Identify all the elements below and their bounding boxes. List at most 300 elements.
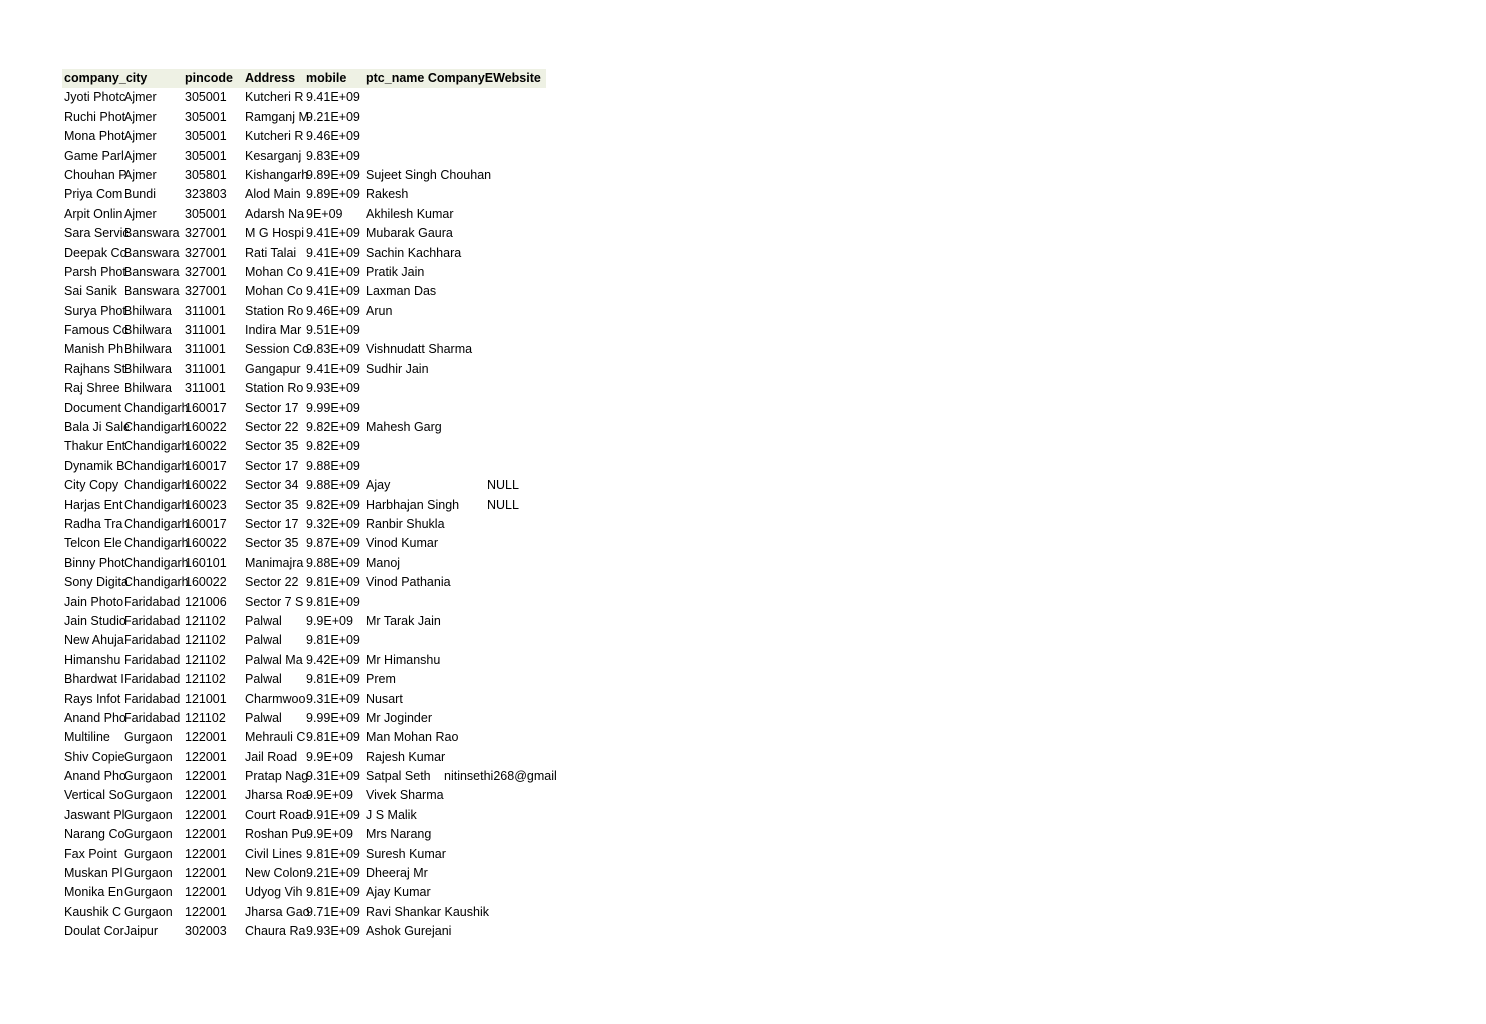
cell-pincode[interactable]: 305001 <box>185 148 227 163</box>
cell-pincode[interactable]: 122001 <box>185 866 227 881</box>
cell-address[interactable]: Roshan Pu <box>245 827 307 842</box>
cell-ptc-name[interactable]: Mr Tarak Jain <box>366 613 441 628</box>
cell-pincode[interactable]: 311001 <box>185 342 226 357</box>
table-row <box>62 88 546 107</box>
cell-city[interactable]: Faridabad <box>124 691 181 706</box>
cell-pincode[interactable]: 121102 <box>185 633 226 648</box>
cell-company[interactable]: Jain Studio <box>64 613 126 628</box>
cell-address[interactable]: Jail Road <box>245 749 298 764</box>
cell-pincode[interactable]: 122001 <box>185 827 227 842</box>
table-row <box>62 690 546 709</box>
cell-city[interactable]: Ajmer <box>124 206 157 221</box>
cell-address[interactable]: Kishangarh <box>245 167 309 182</box>
cell-mobile[interactable]: 9.21E+09 <box>306 866 360 881</box>
cell-address[interactable]: Mohan Co <box>245 264 303 279</box>
cell-ptc-name[interactable]: Mrs Narang <box>366 827 432 842</box>
cell-address[interactable]: Palwal Ma <box>245 652 303 667</box>
cell-city[interactable]: Faridabad <box>124 633 181 648</box>
cell-mobile[interactable]: 9.81E+09 <box>306 575 360 590</box>
cell-pincode[interactable]: 327001 <box>185 264 227 279</box>
cell-mobile[interactable]: 9.99E+09 <box>306 400 360 415</box>
cell-ptc-name[interactable]: Man Mohan Rao <box>366 730 459 745</box>
cell-address[interactable]: Charmwoo <box>245 691 306 706</box>
cell-company[interactable]: Bala Ji Sale <box>64 420 131 435</box>
table-row <box>62 612 546 631</box>
cell-pincode[interactable]: 160022 <box>185 478 227 493</box>
cell-address[interactable]: Sector 35 <box>245 536 299 551</box>
cell-address[interactable]: Indira Mar <box>245 323 302 338</box>
cell-company[interactable]: Radha Tra <box>64 516 123 531</box>
cell-ptc-name[interactable]: Rakesh <box>366 187 409 202</box>
cell-mobile[interactable]: 9.41E+09 <box>306 90 360 105</box>
cell-pincode[interactable]: 160022 <box>185 439 227 454</box>
cell-mobile[interactable]: 9.99E+09 <box>306 710 360 725</box>
cell-mobile[interactable]: 9.41E+09 <box>306 226 360 241</box>
cell-company[interactable]: Anand Pho <box>64 769 126 784</box>
cell-pincode[interactable]: 311001 <box>185 361 226 376</box>
cell-city[interactable]: Chandigarh <box>124 478 189 493</box>
cell-city[interactable]: Chandigarh <box>124 420 189 435</box>
cell-city[interactable]: Bundi <box>124 187 156 202</box>
cell-company[interactable]: Harjas Ent <box>64 497 123 512</box>
header-ptc-company-website[interactable]: ptc_name CompanyEWebsite <box>366 71 541 85</box>
cell-address[interactable]: Sector 17 <box>245 458 299 473</box>
table-row <box>62 670 546 689</box>
cell-mobile[interactable]: 9.9E+09 <box>306 827 353 842</box>
cell-address[interactable]: Session Co <box>245 342 309 357</box>
cell-address[interactable]: Station Ro <box>245 303 304 318</box>
cell-mobile[interactable]: 9.81E+09 <box>306 594 360 609</box>
cell-mobile[interactable]: 9.93E+09 <box>306 381 360 396</box>
cell-ptc-name[interactable]: Ranbir Shukla <box>366 516 445 531</box>
cell-ptc-name[interactable]: Ashok Gurejani <box>366 924 452 939</box>
cell-address[interactable]: Jharsa Gao <box>245 904 310 919</box>
cell-pincode[interactable]: 121102 <box>185 652 226 667</box>
cell-company[interactable]: Sony Digita <box>64 575 128 590</box>
table-row <box>62 845 546 864</box>
cell-city[interactable]: Chandigarh <box>124 536 189 551</box>
cell-city[interactable]: Banswara <box>124 245 180 260</box>
table-row <box>62 651 546 670</box>
cell-city[interactable]: Ajmer <box>124 90 157 105</box>
cell-company[interactable]: Famous Cc <box>64 323 128 338</box>
cell-city[interactable]: Banswara <box>124 264 180 279</box>
cell-mobile[interactable]: 9.41E+09 <box>306 361 360 376</box>
cell-ptc-name[interactable]: Vishnudatt Sharma <box>366 342 473 357</box>
cell-mobile[interactable]: 9.88E+09 <box>306 555 360 570</box>
cell-city[interactable]: Bhilwara <box>124 342 172 357</box>
cell-ptc-name[interactable]: Ajay <box>366 478 391 493</box>
spreadsheet <box>62 69 557 942</box>
cell-address[interactable]: Udyog Vih <box>245 885 303 900</box>
cell-pincode[interactable]: 160022 <box>185 575 227 590</box>
cell-pincode[interactable]: 160023 <box>185 497 227 512</box>
cell-city[interactable]: Faridabad <box>124 613 181 628</box>
cell-ptc-name[interactable]: Laxman Das <box>366 284 437 299</box>
cell-company[interactable]: Multiline <box>64 730 110 745</box>
cell-mobile[interactable]: 9.32E+09 <box>306 516 360 531</box>
cell-address[interactable]: Alod Main <box>245 187 301 202</box>
cell-pincode[interactable]: 160101 <box>185 555 227 570</box>
cell-city[interactable]: Chandigarh <box>124 575 189 590</box>
table-row <box>62 437 546 456</box>
cell-address[interactable]: Manimajra <box>245 555 304 570</box>
table-row <box>62 147 546 166</box>
cell-address[interactable]: Kutcheri R <box>245 129 304 144</box>
cell-company[interactable]: Rajhans St <box>64 361 126 376</box>
cell-ptc-name[interactable]: Vivek Sharma <box>366 788 444 803</box>
cell-city[interactable]: Gurgaon <box>124 769 173 784</box>
cell-address[interactable]: Kesarganj <box>245 148 302 163</box>
cell-city[interactable]: Gurgaon <box>124 749 173 764</box>
cell-address[interactable]: Jharsa Roa <box>245 788 309 803</box>
cell-city[interactable]: Gurgaon <box>124 807 173 822</box>
cell-pincode[interactable]: 160017 <box>185 516 227 531</box>
cell-company[interactable]: Surya Phot <box>64 303 126 318</box>
cell-pincode[interactable]: 122001 <box>185 846 227 861</box>
cell-mobile[interactable]: 9.21E+09 <box>306 109 360 124</box>
cell-company[interactable]: Bhardwat I <box>64 672 124 687</box>
cell-city[interactable]: Banswara <box>124 226 180 241</box>
table-row <box>62 922 546 941</box>
table-row <box>62 748 546 767</box>
table-row <box>62 728 546 747</box>
cell-ptc-name[interactable]: Ajay Kumar <box>366 885 431 900</box>
cell-mobile[interactable]: 9.81E+09 <box>306 633 360 648</box>
cell-company[interactable]: Sara Servic <box>64 226 129 241</box>
cell-ptc-name[interactable]: Mr Himanshu <box>366 652 441 667</box>
table-row <box>62 224 546 243</box>
cell-city[interactable]: Chandigarh <box>124 400 189 415</box>
cell-mobile[interactable]: 9.71E+09 <box>306 904 360 919</box>
cell-address[interactable]: Sector 17 <box>245 516 299 531</box>
cell-pincode[interactable]: 122001 <box>185 769 227 784</box>
cell-website[interactable]: nitinsethi268@gmail <box>444 769 557 784</box>
cell-mobile[interactable]: 9.87E+09 <box>306 536 360 551</box>
cell-city[interactable]: Chandigarh <box>124 516 189 531</box>
cell-mobile[interactable]: 9.82E+09 <box>306 420 360 435</box>
cell-city[interactable]: Ajmer <box>124 167 157 182</box>
table-body <box>62 88 557 941</box>
cell-pincode[interactable]: 305801 <box>185 167 227 182</box>
cell-city[interactable]: Faridabad <box>124 652 181 667</box>
cell-mobile[interactable]: 9.9E+09 <box>306 788 353 803</box>
cell-company[interactable]: Telcon Ele <box>64 536 122 551</box>
cell-ptc-name[interactable]: Manoj <box>366 555 401 570</box>
cell-city[interactable]: Chandigarh <box>124 458 189 473</box>
cell-pincode[interactable]: 121001 <box>185 691 227 706</box>
cell-address[interactable]: Palwal <box>245 613 282 628</box>
cell-mobile[interactable]: 9.88E+09 <box>306 458 360 473</box>
cell-company[interactable]: Chouhan P <box>64 167 127 182</box>
cell-company[interactable]: Jyoti Photc <box>64 90 126 105</box>
cell-mobile[interactable]: 9.81E+09 <box>306 730 360 745</box>
cell-address[interactable]: Mehrauli C <box>245 730 306 745</box>
cell-pincode[interactable]: 121006 <box>185 594 227 609</box>
cell-address[interactable]: Palwal <box>245 672 282 687</box>
cell-city[interactable]: Gurgaon <box>124 788 173 803</box>
cell-mobile[interactable]: 9.46E+09 <box>306 303 360 318</box>
table-row <box>62 806 546 825</box>
table-row <box>62 457 546 476</box>
cell-address[interactable]: Mohan Co <box>245 284 303 299</box>
cell-address[interactable]: M G Hospi <box>245 226 305 241</box>
cell-ptc-name[interactable]: Pratik Jain <box>366 264 425 279</box>
cell-company[interactable]: Monika En <box>64 885 124 900</box>
cell-pincode[interactable]: 305001 <box>185 206 227 221</box>
cell-company[interactable]: Ruchi Phot <box>64 109 126 124</box>
cell-company[interactable]: Priya Com <box>64 187 123 202</box>
table-row <box>62 263 546 282</box>
cell-company[interactable]: Game Parl <box>64 148 124 163</box>
table-row <box>62 185 546 204</box>
cell-address[interactable]: Sector 22 <box>245 575 299 590</box>
cell-mobile[interactable]: 9.88E+09 <box>306 478 360 493</box>
cell-city[interactable]: Bhilwara <box>124 381 172 396</box>
header-address[interactable]: Address <box>245 71 296 85</box>
cell-pincode[interactable]: 160017 <box>185 458 227 473</box>
cell-mobile[interactable]: 9.9E+09 <box>306 613 353 628</box>
cell-city[interactable]: Gurgaon <box>124 846 173 861</box>
cell-company[interactable]: Mona Phot <box>64 129 125 144</box>
cell-city[interactable]: Gurgaon <box>124 904 173 919</box>
header-mobile[interactable]: mobile <box>306 71 347 85</box>
table-row <box>62 205 546 224</box>
cell-pincode[interactable]: 311001 <box>185 381 226 396</box>
cell-ptc-name[interactable]: Prem <box>366 672 396 687</box>
cell-company[interactable]: City Copy <box>64 478 119 493</box>
cell-address[interactable]: Sector 22 <box>245 420 299 435</box>
cell-ptc-name[interactable]: Akhilesh Kumar <box>366 206 454 221</box>
cell-mobile[interactable]: 9.41E+09 <box>306 284 360 299</box>
cell-mobile[interactable]: 9.9E+09 <box>306 749 353 764</box>
cell-city[interactable]: Bhilwara <box>124 323 172 338</box>
table-row <box>62 631 546 650</box>
cell-mobile[interactable]: 9.91E+09 <box>306 807 360 822</box>
cell-company[interactable]: New Ahuja <box>64 633 124 648</box>
cell-city[interactable]: Bhilwara <box>124 303 172 318</box>
cell-address[interactable]: Palwal <box>245 633 282 648</box>
cell-ptc-name[interactable]: Harbhajan Singh <box>366 497 460 512</box>
cell-mobile[interactable]: 9.42E+09 <box>306 652 360 667</box>
cell-ptc-name[interactable]: Satpal Seth <box>366 769 431 784</box>
cell-pincode[interactable]: 311001 <box>185 323 226 338</box>
cell-city[interactable]: Banswara <box>124 284 180 299</box>
cell-mobile[interactable]: 9.46E+09 <box>306 129 360 144</box>
cell-company[interactable]: Narang Co <box>64 827 125 842</box>
table-row <box>62 593 546 612</box>
cell-ptc-name[interactable]: Mubarak Gaura <box>366 226 453 241</box>
cell-address[interactable]: Palwal <box>245 710 282 725</box>
cell-address[interactable]: Sector 7 S <box>245 594 304 609</box>
cell-company[interactable]: Jaswant Pl <box>64 807 125 822</box>
cell-ptc-name[interactable]: Arun <box>366 303 393 318</box>
cell-pincode[interactable]: 122001 <box>185 788 227 803</box>
cell-city[interactable]: Ajmer <box>124 109 157 124</box>
cell-company[interactable]: Binny Phot <box>64 555 125 570</box>
cell-pincode[interactable]: 121102 <box>185 710 226 725</box>
cell-company[interactable]: Document <box>64 400 121 415</box>
cell-company[interactable]: Raj Shree <box>64 381 120 396</box>
table-row <box>62 883 546 902</box>
cell-pincode[interactable]: 122001 <box>185 807 227 822</box>
table-row <box>62 166 546 185</box>
cell-address[interactable]: Gangapur <box>245 361 301 376</box>
cell-ptc-name[interactable]: Vinod Pathania <box>366 575 451 590</box>
cell-mobile[interactable]: 9.82E+09 <box>306 439 360 454</box>
table-row <box>62 515 546 534</box>
cell-company[interactable]: Rays Infot <box>64 691 121 706</box>
cell-ptc-name[interactable]: Dheeraj Mr <box>366 866 428 881</box>
cell-company[interactable]: Doulat Cor <box>64 924 124 939</box>
cell-company[interactable]: Anand Pho <box>64 710 126 725</box>
cell-mobile[interactable]: 9.51E+09 <box>306 323 360 338</box>
table-row <box>62 340 546 359</box>
cell-address[interactable]: Chaura Ra <box>245 924 306 939</box>
cell-city[interactable]: Jaipur <box>124 924 159 939</box>
table-row <box>62 282 546 301</box>
table-row <box>62 864 546 883</box>
cell-address[interactable]: Adarsh Na <box>245 206 305 221</box>
cell-city[interactable]: Gurgaon <box>124 827 173 842</box>
table-row <box>62 786 546 805</box>
cell-address[interactable]: New Colon <box>245 866 307 881</box>
cell-address[interactable]: Station Ro <box>245 381 304 396</box>
cell-company[interactable]: Vertical So <box>64 788 124 803</box>
cell-address[interactable]: Sector 35 <box>245 439 299 454</box>
cell-city[interactable]: Ajmer <box>124 148 157 163</box>
cell-ptc-name[interactable]: Sujeet Singh Chouhan <box>366 167 492 182</box>
cell-pincode[interactable]: 305001 <box>185 90 227 105</box>
header-pincode[interactable]: pincode <box>185 71 233 85</box>
cell-address[interactable]: Civil Lines <box>245 846 302 861</box>
table-row <box>62 399 546 418</box>
cell-pincode[interactable]: 122001 <box>185 904 227 919</box>
cell-city[interactable]: Faridabad <box>124 594 181 609</box>
cell-city[interactable]: Gurgaon <box>124 730 173 745</box>
cell-pincode[interactable]: 122001 <box>185 730 227 745</box>
cell-address[interactable]: Pratap Nag <box>245 769 309 784</box>
table-row <box>62 476 546 495</box>
cell-ptc-name[interactable]: Sachin Kachhara <box>366 245 462 260</box>
cell-city[interactable]: Chandigarh <box>124 555 189 570</box>
cell-pincode[interactable]: 122001 <box>185 885 227 900</box>
cell-address[interactable]: Rati Talai <box>245 245 297 260</box>
cell-company[interactable]: Jain Photo <box>64 594 124 609</box>
cell-mobile[interactable]: 9.31E+09 <box>306 691 360 706</box>
cell-ptc-name[interactable]: Rajesh Kumar <box>366 749 446 764</box>
cell-ptc-name[interactable]: Mahesh Garg <box>366 420 442 435</box>
header-row <box>62 69 546 88</box>
cell-ptc-name[interactable]: Sudhir Jain <box>366 361 429 376</box>
cell-pincode[interactable]: 305001 <box>185 129 227 144</box>
cell-website[interactable]: NULL <box>487 478 519 493</box>
cell-mobile[interactable]: 9.89E+09 <box>306 187 360 202</box>
cell-pincode[interactable]: 302003 <box>185 924 227 939</box>
cell-address[interactable]: Kutcheri R <box>245 90 304 105</box>
cell-mobile[interactable]: 9.31E+09 <box>306 769 360 784</box>
cell-address[interactable]: Sector 35 <box>245 497 299 512</box>
cell-city[interactable]: Faridabad <box>124 672 181 687</box>
cell-pincode[interactable]: 327001 <box>185 226 227 241</box>
cell-mobile[interactable]: 9.41E+09 <box>306 245 360 260</box>
cell-pincode[interactable]: 122001 <box>185 749 227 764</box>
cell-company[interactable]: Thakur Ent <box>64 439 126 454</box>
cell-company[interactable]: Arpit Onlin <box>64 206 123 221</box>
cell-city[interactable]: Chandigarh <box>124 497 189 512</box>
cell-city[interactable]: Chandigarh <box>124 439 189 454</box>
cell-address[interactable]: Sector 17 <box>245 400 299 415</box>
cell-city[interactable]: Bhilwara <box>124 361 172 376</box>
cell-ptc-name[interactable]: J S Malik <box>366 807 417 822</box>
cell-pincode[interactable]: 160022 <box>185 536 227 551</box>
header-company-city[interactable]: company_city <box>64 71 148 85</box>
cell-city[interactable]: Gurgaon <box>124 885 173 900</box>
table-row <box>62 767 557 786</box>
cell-company[interactable]: Kaushik C <box>64 904 121 919</box>
cell-pincode[interactable]: 327001 <box>185 245 227 260</box>
table-row <box>62 709 546 728</box>
cell-pincode[interactable]: 160017 <box>185 400 227 415</box>
cell-mobile[interactable]: 9E+09 <box>306 206 343 221</box>
table-row <box>62 321 546 340</box>
cell-pincode[interactable]: 121102 <box>185 672 226 687</box>
table-row <box>62 903 546 922</box>
cell-ptc-name[interactable]: Nusart <box>366 691 403 706</box>
cell-mobile[interactable]: 9.82E+09 <box>306 497 360 512</box>
cell-mobile[interactable]: 9.81E+09 <box>306 846 360 861</box>
cell-ptc-name[interactable]: Vinod Kumar <box>366 536 439 551</box>
cell-company[interactable]: Parsh Phot <box>64 264 126 279</box>
cell-mobile[interactable]: 9.83E+09 <box>306 148 360 163</box>
cell-ptc-name[interactable]: Suresh Kumar <box>366 846 446 861</box>
cell-pincode[interactable]: 311001 <box>185 303 226 318</box>
cell-mobile[interactable]: 9.83E+09 <box>306 342 360 357</box>
cell-pincode[interactable]: 327001 <box>185 284 227 299</box>
table-row <box>62 573 546 592</box>
cell-mobile[interactable]: 9.89E+09 <box>306 167 360 182</box>
cell-company[interactable]: Deepak Co <box>64 245 127 260</box>
cell-pincode[interactable]: 323803 <box>185 187 227 202</box>
table-row <box>62 244 546 263</box>
table-row <box>62 108 546 127</box>
cell-company[interactable]: Sai Sanik <box>64 284 117 299</box>
cell-company[interactable]: Dynamik B <box>64 458 125 473</box>
cell-company[interactable]: Manish Ph <box>64 342 124 357</box>
cell-mobile[interactable]: 9.81E+09 <box>306 885 360 900</box>
cell-address[interactable]: Court Road <box>245 807 309 822</box>
table-row <box>62 127 546 146</box>
cell-pincode[interactable]: 305001 <box>185 109 227 124</box>
cell-city[interactable]: Gurgaon <box>124 866 173 881</box>
cell-pincode[interactable]: 121102 <box>185 613 226 628</box>
cell-company[interactable]: Shiv Copie <box>64 749 125 764</box>
cell-mobile[interactable]: 9.93E+09 <box>306 924 360 939</box>
cell-company[interactable]: Fax Point <box>64 846 117 861</box>
cell-ptc-name[interactable]: Ravi Shankar Kaushik <box>366 904 489 919</box>
cell-address[interactable]: Sector 34 <box>245 478 299 493</box>
cell-address[interactable]: Ramganj M <box>245 109 309 124</box>
cell-pincode[interactable]: 160022 <box>185 420 227 435</box>
cell-mobile[interactable]: 9.81E+09 <box>306 672 360 687</box>
cell-city[interactable]: Faridabad <box>124 710 181 725</box>
cell-website[interactable]: NULL <box>487 497 519 512</box>
cell-ptc-name[interactable]: Mr Joginder <box>366 710 432 725</box>
cell-company[interactable]: Himanshu <box>64 652 121 667</box>
cell-mobile[interactable]: 9.41E+09 <box>306 264 360 279</box>
cell-city[interactable]: Ajmer <box>124 129 157 144</box>
cell-company[interactable]: Muskan Pl <box>64 866 123 881</box>
